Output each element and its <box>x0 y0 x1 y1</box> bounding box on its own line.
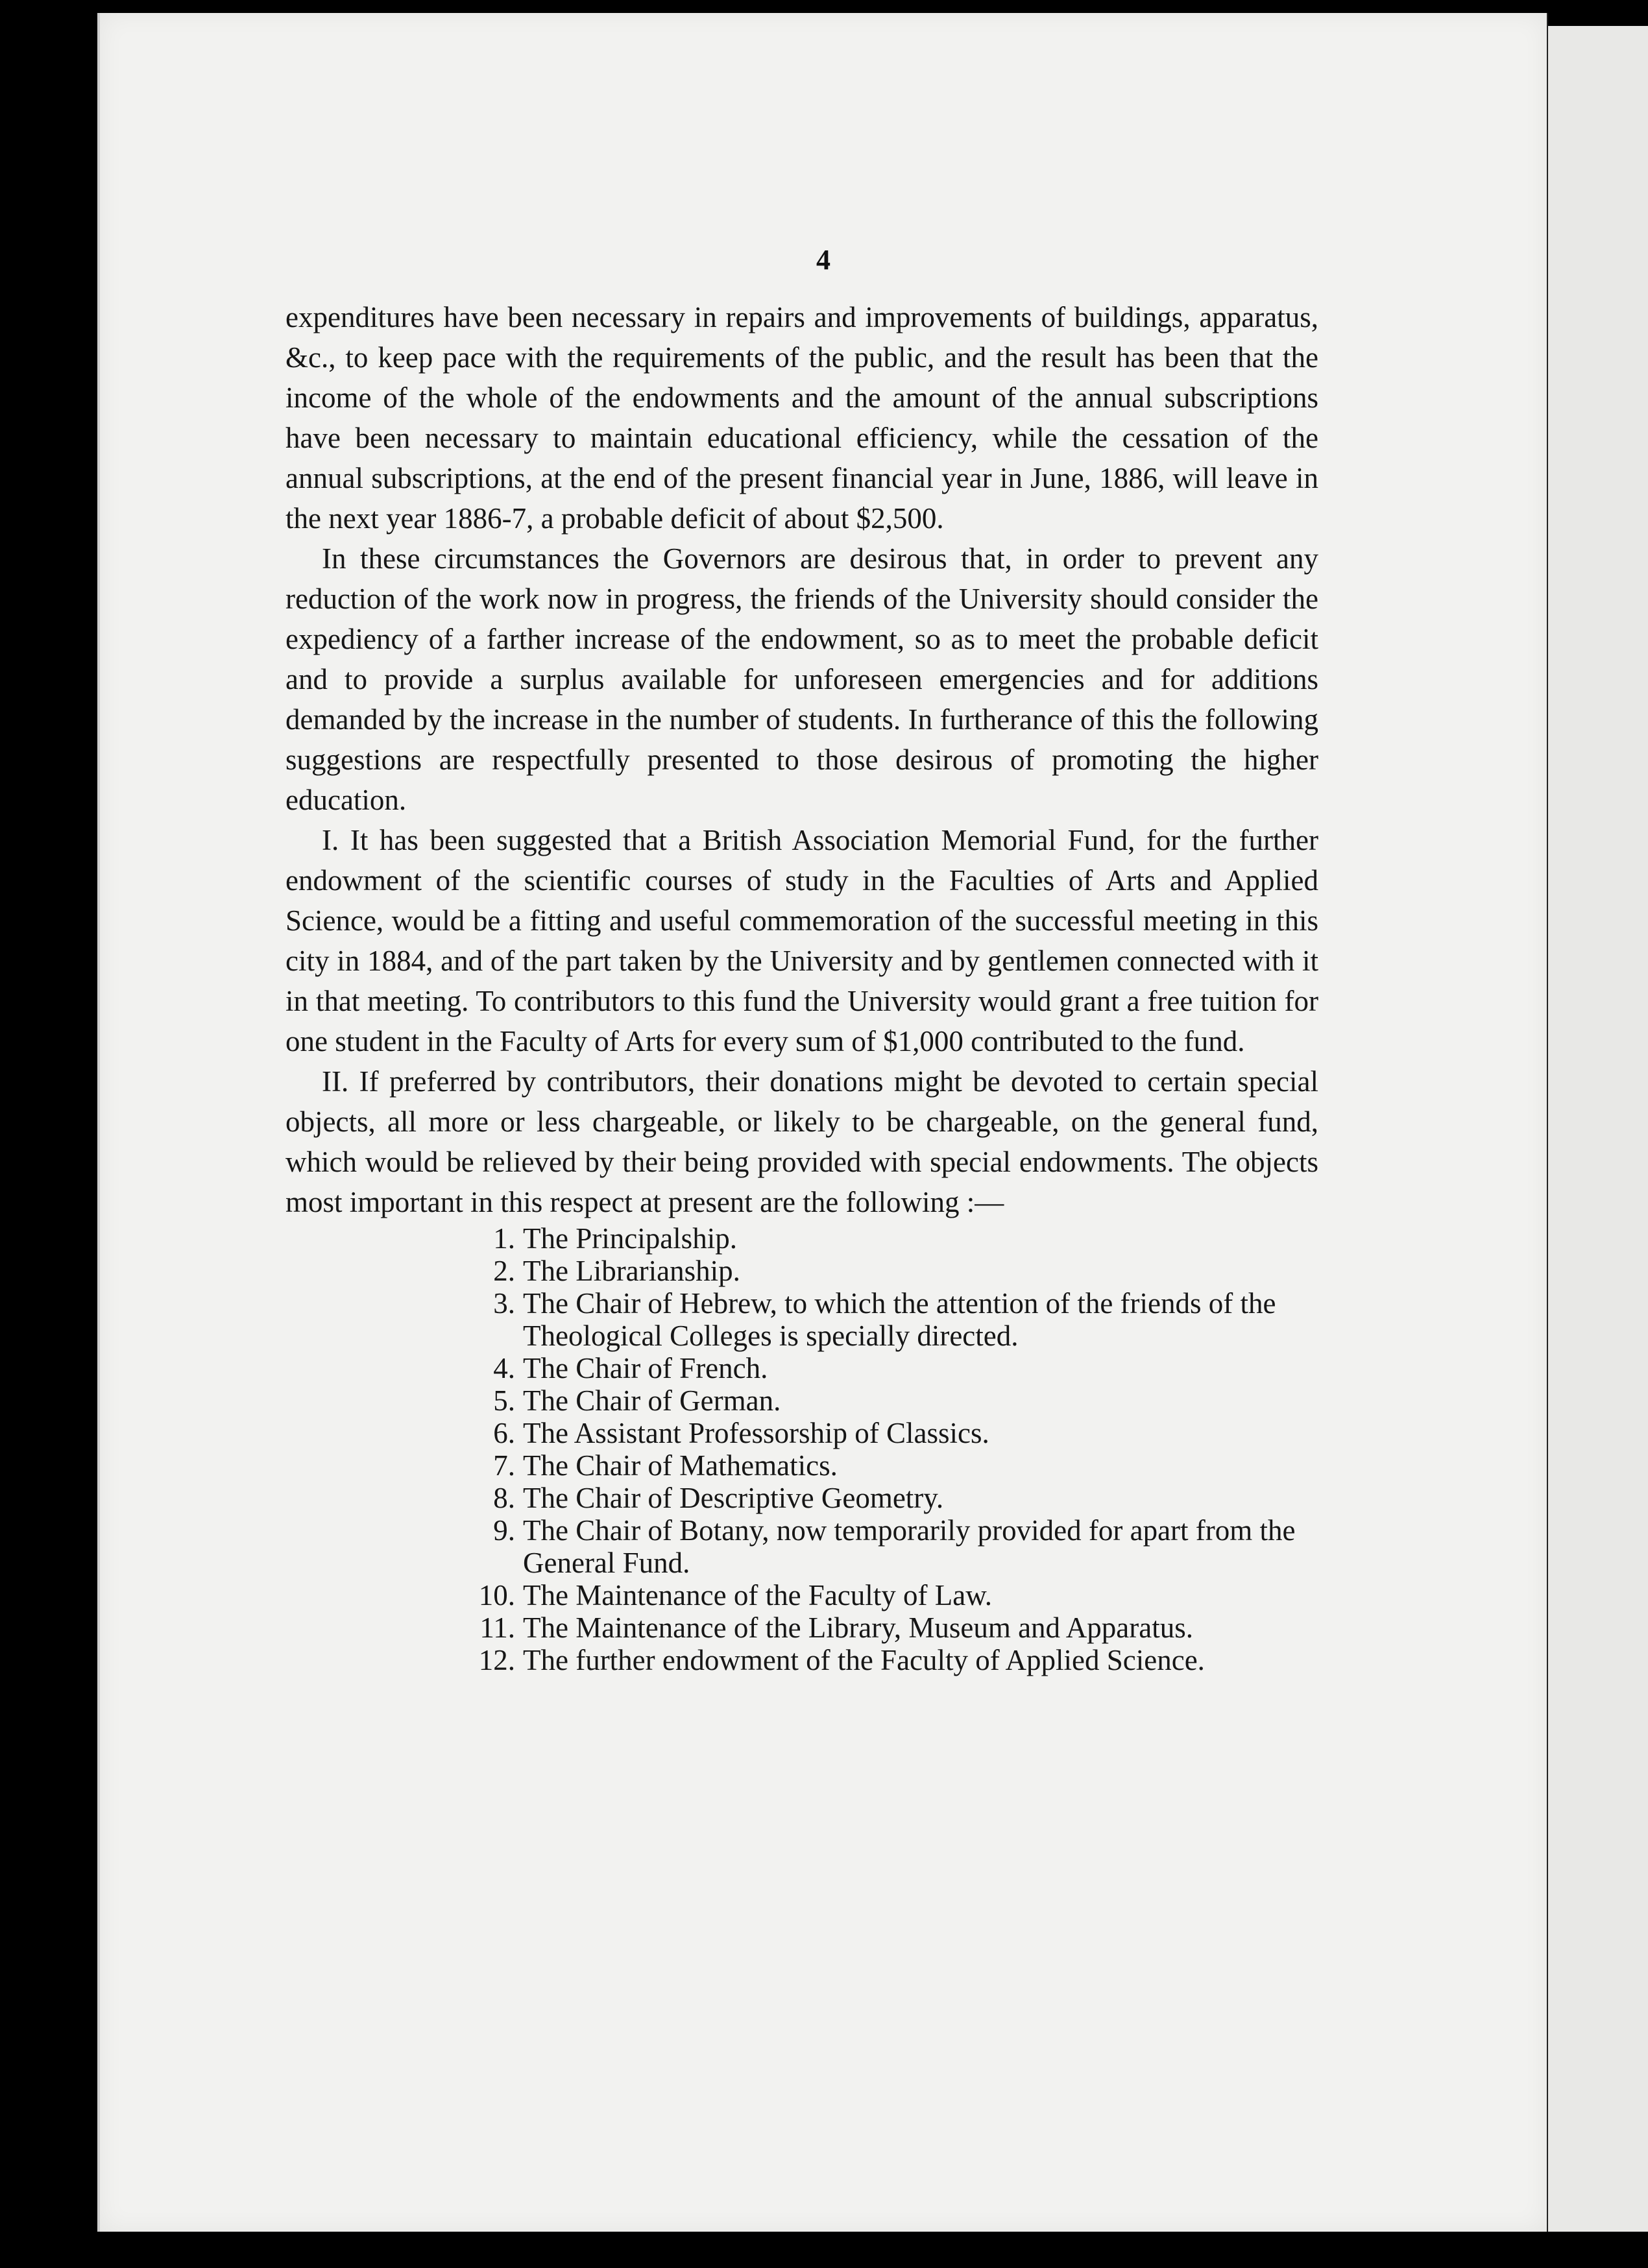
paragraph-memorial-fund: I. It has been suggested that a British Association Memorial Fund, for the further endowment of the scientific courses of study in the Faculties of Arts and Applied Science, would be a fitting and useful commemoration of the successful meeting in this city in 1884, and of the part taken by the University and by gentlemen connected with it in that meeting. To contributors to this fund the University would grant a free tuition for one student in the Faculty of Arts for every sum of $1,000 contributed to the fund. <box>285 824 1318 1057</box>
list-item-number: 3. <box>493 1287 515 1320</box>
list-item-text: The Chair of Botany, now temporarily provided for apart from the General Fund. <box>523 1514 1296 1579</box>
list-item-number: 5. <box>493 1384 515 1417</box>
list-item-text: The Chair of Descriptive Geometry. <box>523 1482 944 1514</box>
list-item <box>474 1417 1318 1449</box>
list-item <box>474 1287 1318 1352</box>
list-item-number: 7. <box>493 1449 515 1482</box>
list-item-text: The Principalship. <box>523 1222 737 1255</box>
list-item <box>474 1644 1318 1676</box>
list-item-number: 4. <box>493 1352 515 1384</box>
list-item-number: 8. <box>493 1482 515 1514</box>
list-item <box>474 1255 1318 1287</box>
list-item-number: 2. <box>493 1255 515 1287</box>
list-item-text: The Maintenance of the Library, Museum and Apparatus. <box>523 1611 1194 1644</box>
list-item-number: 10. <box>478 1579 515 1611</box>
list-item-number: 9. <box>493 1514 515 1547</box>
list-item-number: 1. <box>493 1222 515 1255</box>
adjacent-page-edge <box>1548 26 1648 2232</box>
objects-list <box>285 1222 1318 1676</box>
list-item <box>474 1352 1318 1384</box>
list-item-text: The Librarianship. <box>523 1255 740 1287</box>
list-item-text: The Chair of Hebrew, to which the attention of the friends of the Theological Colleges is specially directed. <box>523 1287 1276 1352</box>
list-item-text: The Maintenance of the Faculty of Law. <box>523 1579 993 1611</box>
body-text <box>285 297 1318 1676</box>
list-item <box>474 1514 1318 1579</box>
list-item <box>474 1384 1318 1417</box>
list-item-number: 11. <box>479 1611 515 1644</box>
list-item-text: The Chair of Mathematics. <box>523 1449 838 1482</box>
list-item-text: The Assistant Professorship of Classics. <box>523 1417 989 1449</box>
paragraph-special-objects: II. If preferred by contributors, their donations might be devoted to certain special objects, all more or less chargeable, or likely to be chargeable, on the general fund, which would be relieved by their being provided with special endowments. The objects most important in this respect at present are the following :— <box>285 1065 1318 1218</box>
list-item-number: 6. <box>493 1417 515 1449</box>
list-item-number: 12. <box>478 1644 515 1676</box>
list-item-text: The further endowment of the Faculty of Applied Science. <box>523 1644 1205 1676</box>
paragraph-circumstances: In these circumstances the Governors are desirous that, in order to prevent any reduction of the work now in progress, the friends of the University should consider the expediency of a farther increase of the endowment, so as to meet the probable deficit and to provide a surplus available for unforeseen emergencies and for additions demanded by the increase in the number of students. In furtherance of this the following suggestions are respectfully presented to those desirous of promoting the higher education. <box>285 542 1318 816</box>
page-number: 4 <box>816 244 830 276</box>
list-item-text: The Chair of German. <box>523 1384 781 1417</box>
list-item-text: The Chair of French. <box>523 1352 768 1384</box>
list-item <box>474 1579 1318 1611</box>
list-item <box>474 1222 1318 1255</box>
paragraph-continuation: expenditures have been necessary in repairs and improvements of buildings, apparatus, &c., to keep pace with the requirements of the public, and the result has been that the income of the whole of the endowments and the amount of the annual subscriptions have been necessary to maintain educational efficiency, while the cessation of the annual subscriptions, at the end of the present financial year in June, 1886, will leave in the next year 1886-7, a probable deficit of about $2,500. <box>285 301 1318 535</box>
list-item <box>474 1611 1318 1644</box>
list-item <box>474 1449 1318 1482</box>
list-item <box>474 1482 1318 1514</box>
